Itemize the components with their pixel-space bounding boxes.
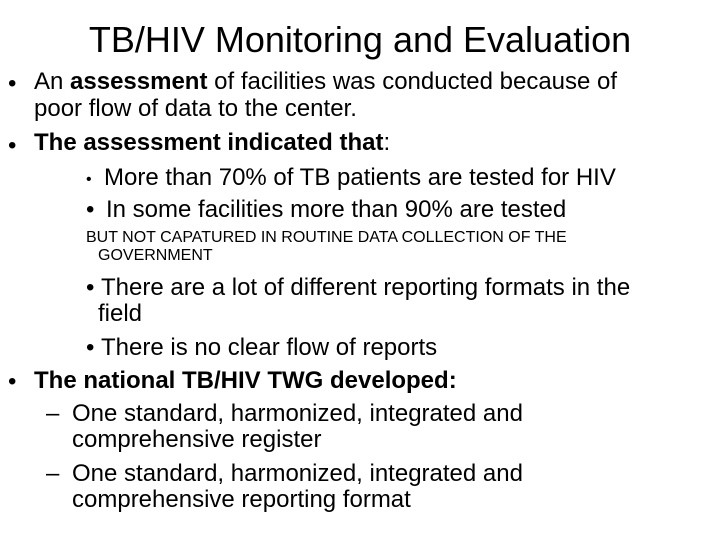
bullet-2-post: : xyxy=(383,129,391,156)
caps-note-line-1: BUT NOT CAPATURED IN ROUTINE DATA COLLECTION OF THE xyxy=(86,229,567,246)
bullet-1-pre: An xyxy=(34,68,71,95)
dash-item-1-line-2: comprehensive register xyxy=(72,426,322,453)
dash-item-1-line-1: One standard, harmonized, integrated and xyxy=(72,400,523,427)
finding-bullet-icon: • xyxy=(86,334,95,361)
slide-title: TB/HIV Monitoring and Evaluation xyxy=(88,19,632,60)
bullet-2-bold: The assessment indicated that xyxy=(34,129,384,156)
dash-item-2-line-1: One standard, harmonized, integrated and xyxy=(72,460,523,487)
bullet-icon: • xyxy=(8,132,17,159)
finding-2-line-1: There is no clear flow of reports xyxy=(101,334,438,361)
dash-icon: – xyxy=(46,400,60,427)
bullet-3-line: The national TB/HIV TWG developed: xyxy=(34,367,457,394)
bullet-1-bold: assessment xyxy=(70,68,208,95)
sub-item-2: In some facilities more than 90% are tested xyxy=(106,196,567,223)
dash-icon: – xyxy=(46,460,60,487)
finding-bullet-icon: • xyxy=(86,274,95,301)
finding-1-line-2: field xyxy=(98,300,143,327)
sub-bullet-icon: • xyxy=(86,171,92,188)
bullet-1-line-1 xyxy=(34,70,617,94)
bullet-icon: • xyxy=(8,70,17,97)
dash-item-2-line-2: comprehensive reporting format xyxy=(72,486,411,513)
finding-1-line-1: There are a lot of different reporting formats in the xyxy=(101,274,631,301)
bullet-2-line xyxy=(34,131,390,155)
bullet-1-post: of facilities was conducted because of xyxy=(207,68,618,95)
bullet-1-line-2: poor flow of data to the center. xyxy=(34,95,357,122)
caps-note-line-2: GOVERNMENT xyxy=(98,247,213,264)
bullet-icon: • xyxy=(8,368,17,395)
sub-bullet-icon: • xyxy=(86,196,95,223)
sub-item-1: More than 70% of TB patients are tested for HIV xyxy=(104,164,616,191)
